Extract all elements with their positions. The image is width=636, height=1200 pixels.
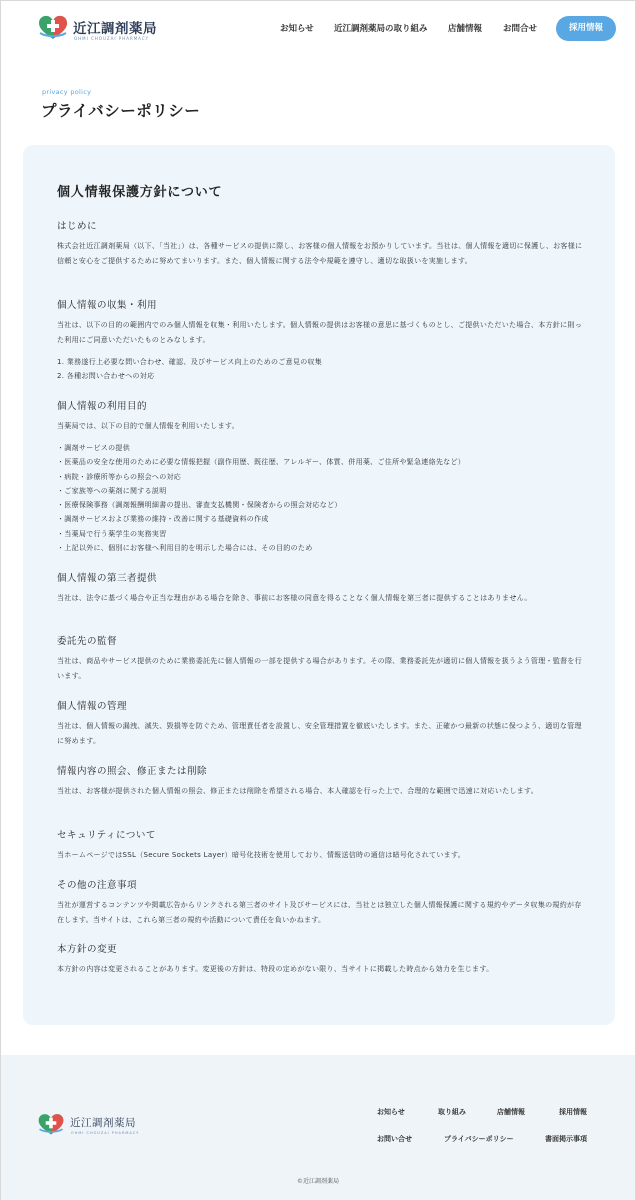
list-item: ・当薬局で行う薬学生の実務実習: [57, 529, 167, 538]
footer-link-notices[interactable]: 書面掲示事項: [545, 1135, 587, 1143]
section-purpose: [57, 398, 585, 555]
section-text: 当社は、お客様が提供された個人情報の照会、修正または削除を希望される場合、本人確認を行った上で、合理的な範囲で迅速に対応いたします。: [57, 787, 539, 795]
footer-logo-name: 近江調剤薬局: [70, 1117, 136, 1129]
pharmacy-logo-icon: [36, 11, 70, 41]
footer-link-privacy[interactable]: プライバシーポリシー: [444, 1135, 514, 1143]
collection-list: [57, 355, 585, 384]
list-item: 1. 業務遂行上必要な問い合わせ、確認、及びサービス向上のためのご意見の収集: [57, 358, 323, 366]
section-text: 当ホームページではSSL（Secure Sockets Layer）暗号化技術を使用しており、情報送信時の通信は暗号化されています。: [57, 851, 465, 859]
section-text: 当社は、法令に基づく場合や正当な理由がある場合を除き、事前にお客様の同意を得ることなく個人情報を第三者に提供することはありません。: [57, 594, 532, 602]
footer-link-recruit[interactable]: 採用情報: [559, 1108, 587, 1116]
section-heading: 個人情報の管理: [57, 701, 128, 712]
section-heading: 個人情報の第三者提供: [57, 573, 158, 584]
list-item: ・医療保険事務（調剤報酬明細書の提出、審査支払機関・保険者からの照会対応など）: [57, 501, 342, 510]
nav-initiatives[interactable]: 近江調剤薬局の取り組み: [334, 24, 428, 34]
section-management: [57, 698, 585, 749]
section-text: 当社は、商品やサービス提供のために業務委託先に個人情報の一部を提供する場合があります。その際、業務委託先が適切に個人情報を扱うよう管理・監督を行います。: [57, 657, 583, 680]
section-security: [57, 827, 585, 863]
list-item: ・病院・診療所等からの照会への対応: [57, 472, 182, 481]
section-heading: 情報内容の照会、修正または削除: [57, 766, 208, 777]
section-heading: セキュリティについて: [57, 830, 156, 841]
list-item: ・上記以外に、個別にお客様へ利用目的を明示した場合には、その目的のため: [57, 544, 313, 553]
list-item: ・医薬品の安全な使用のために必要な情報把握（副作用歴、既往歴、アレルギー、体質、併用薬、ご住所や緊急連絡先など）: [57, 458, 466, 467]
section-intro: [57, 218, 585, 269]
recruit-button[interactable]: 採用情報: [556, 16, 616, 41]
site-header: [1, 1, 635, 61]
section-text: 当社は、以下の目的の範囲内でのみ個人情報を収集・利用いたします。個人情報の提供はお客様の意思に基づくものとし、ご提供いただいた場合、本方針に則った利用にご同意いただいたものとみなします。: [57, 321, 583, 344]
section-disclosure: [57, 763, 585, 799]
nav-news[interactable]: お知らせ: [280, 24, 314, 34]
section-text: 株式会社近江調剤薬局（以下、「当社」）は、各種サービスの提供に際し、お客様の個人情報をお預かりしています。当社は、個人情報を適切に保護し、お客様に信頼と安心をご提供するために努めてまいります。また、個人情報に関する法令や規範を遵守し、適切な取扱いを実施します。: [57, 242, 583, 265]
section-heading: その他の注意事項: [57, 880, 138, 891]
section-heading: 個人情報の利用目的: [57, 401, 148, 412]
page-subtitle: privacy policy: [42, 88, 92, 96]
page-title: プライバシーポリシー: [41, 102, 201, 120]
footer-link-contact[interactable]: お問い合せ: [377, 1135, 412, 1143]
footer-logo[interactable]: [36, 1109, 156, 1143]
logo-sub: OHMI CHOUZAI PHARMACY: [74, 36, 150, 41]
section-text: 当社は、個人情報の漏洩、滅失、毀損等を防ぐため、管理責任者を設置し、安全管理措置を徹底いたします。また、正確かつ最新の状態に保つよう、適切な管理に努めます。: [57, 722, 582, 745]
nav-stores[interactable]: 店舗情報: [448, 24, 483, 34]
footer-logo-sub: OHMI CHOUZAI PHARMACY: [71, 1131, 140, 1135]
site-logo[interactable]: [36, 11, 156, 45]
policy-title: 個人情報保護方針について: [57, 185, 223, 200]
list-item: ・調剤サービスおよび業務の維持・改善に関する基礎資料の作成: [57, 515, 269, 524]
list-item: ・調剤サービスの提供: [57, 444, 130, 452]
section-heading: 委託先の監督: [57, 636, 118, 647]
logo-name: 近江調剤薬局: [73, 21, 157, 37]
section-third-party: [57, 570, 585, 606]
footer-link-news[interactable]: お知らせ: [377, 1108, 405, 1116]
section-heading: 個人情報の収集・利用: [57, 300, 158, 311]
section-collection: [57, 297, 585, 384]
section-text: 本方針の内容は変更されることがあります。変更後の方針は、特段の定めがない限り、当サイトに掲載した時点から効力を生じます。: [57, 965, 494, 973]
purpose-list: [57, 441, 585, 555]
policy-card: [23, 145, 615, 1025]
pharmacy-logo-icon: [36, 1109, 66, 1137]
site-footer: [1, 1055, 635, 1200]
list-item: ・ご家族等への薬剤に関する説明: [57, 486, 167, 495]
footer-link-initiatives[interactable]: 取り組み: [438, 1108, 466, 1116]
list-item: 2. 各種お問い合わせへの対応: [57, 372, 155, 381]
section-heading: 本方針の変更: [57, 944, 118, 955]
section-notes: [57, 877, 585, 928]
section-changes: [57, 941, 585, 977]
nav-contact[interactable]: お問合せ: [503, 24, 538, 34]
section-text: 当社が運営するコンテンツや掲載広告からリンクされる第三者のサイト及びサービスには、当社とは独立した個人情報保護に関する規約やデータ収集の規約が存在します。当サイトは、これら第三者の規約や活動について責任を負いかねます。: [57, 901, 582, 924]
section-text: 当薬局では、以下の目的で個人情報を利用いたします。: [57, 422, 239, 430]
section-heading: はじめに: [57, 221, 98, 232]
copyright: ©近江調剤薬局: [296, 1178, 339, 1185]
footer-link-stores[interactable]: 店舗情報: [497, 1108, 525, 1116]
section-supervision: [57, 633, 585, 684]
